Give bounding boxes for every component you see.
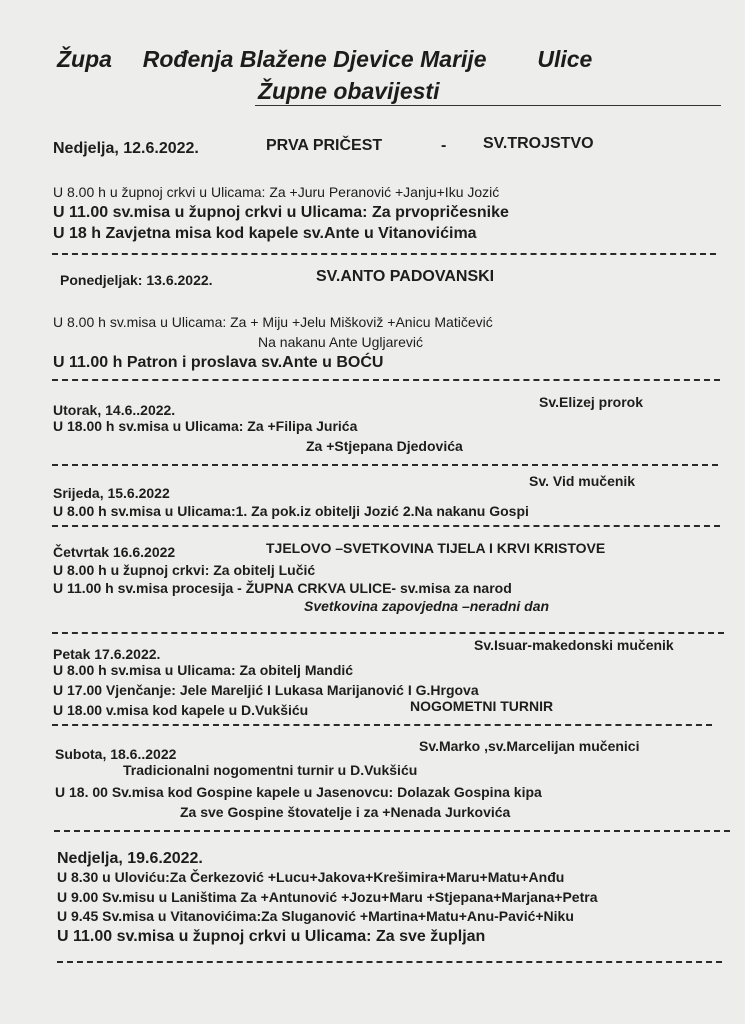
section-date: Nedjelja, 12.6.2022.: [53, 140, 199, 157]
section-date: Ponedjeljak: 13.6.2022.: [60, 272, 213, 288]
mass-line: U 18 h Zavjetna misa kod kapele sv.Ante u Vitanovićima: [53, 225, 477, 242]
mass-line: Na nakanu Ante Ugljarević: [258, 334, 423, 350]
section-divider: [54, 830, 730, 832]
section-feast: Sv. Vid mučenik: [529, 473, 636, 489]
mass-line: Tradicionalni nogomentni turnir u D.Vukšiću: [123, 762, 418, 778]
mass-line: U 11.00 h sv.misa procesija - ŽUPNA CRKVA ULICE- sv.misa za narod: [53, 580, 512, 596]
mass-line: U 11.00 sv.misa u župnoj crkvi u Ulicama: Za prvopričesnike: [53, 204, 509, 221]
section-feast-secondary: SV.TROJSTVO: [483, 135, 594, 152]
section-feast: TJELOVO –SVETKOVINA TIJELA I KRVI KRISTOVE: [266, 540, 606, 556]
section-date: Utorak, 14.6..2022.: [53, 402, 176, 418]
section-feast: SV.ANTO PADOVANSKI: [316, 268, 495, 285]
title-part-place: Ulice: [537, 46, 593, 72]
mass-line: U 8.00 h u župnoj crkvi: Za obitelj Lučić: [53, 562, 316, 578]
mass-line: U 8.00 h sv.misa u Ulicama: Za + Miju +Jelu Miškoviž +Anicu Matičević: [53, 314, 493, 330]
section-divider: [52, 253, 716, 255]
title-part-zupa: Župa: [57, 46, 112, 72]
section-feast: Sv.Isuar-makedonski mučenik: [474, 637, 674, 653]
section-divider: [52, 632, 724, 634]
mass-line: Svetkovina zapovjedna –neradni dan: [304, 598, 550, 614]
section-date: Nedjelja, 19.6.2022.: [57, 850, 203, 867]
mass-line: NOGOMETNI TURNIR: [410, 698, 554, 714]
section-date: Subota, 18.6..2022: [55, 746, 177, 762]
mass-line: U 8.00 h sv.misa u Ulicama: Za obitelj Mandić: [53, 662, 354, 678]
section-divider: [52, 379, 720, 381]
section-divider: [57, 961, 722, 963]
section-date: Četvrtak 16.6.2022: [53, 544, 176, 560]
mass-line: U 18.00 h sv.misa u Ulicama: Za +Filipa Jurića: [53, 418, 358, 434]
mass-line: U 9.00 Sv.misu u Laništima Za +Antunović +Jozu+Maru +Stjepana+Marjana+Petra: [57, 889, 598, 905]
section-date: Petak 17.6.2022.: [53, 646, 161, 662]
mass-line: U 18. 00 Sv.misa kod Gospine kapele u Jasenovcu: Dolazak Gospina kipa: [55, 784, 542, 800]
parish-title: [57, 46, 592, 73]
section-feast: Sv.Elizej prorok: [539, 394, 643, 410]
section-dash: -: [441, 137, 447, 154]
bulletin-subtitle: Župne obavijesti: [258, 78, 440, 104]
section-date: Srijeda, 15.6.2022: [53, 485, 170, 501]
mass-line: U 9.45 Sv.misa u Vitanovićima:Za Sluganović +Martina+Matu+Anu-Pavić+Niku: [57, 908, 574, 924]
mass-line: U 8.00 h sv.misa u Ulicama:1. Za pok.iz obitelji Jozić 2.Na nakanu Gospi: [53, 503, 529, 519]
title-part-parish-name: Rođenja Blažene Djevice Marije: [142, 46, 487, 72]
section-feast: PRVA PRIČEST: [266, 137, 383, 154]
mass-line: Za sve Gospine štovatelje i za +Nenada Jurkovića: [180, 804, 511, 820]
mass-line: U 18.00 v.misa kod kapele u D.Vukšiću: [53, 702, 309, 718]
section-feast: Sv.Marko ,sv.Marcelijan mučenici: [419, 738, 640, 754]
title-underline: [255, 105, 721, 106]
section-divider: [52, 525, 720, 527]
mass-line: U 11.00 h Patron i proslava sv.Ante u BOĆU: [53, 354, 384, 371]
mass-line: Za +Stjepana Djedovića: [306, 438, 463, 454]
section-divider: [52, 724, 712, 726]
mass-line: U 17.00 Vjenčanje: Jele Mareljić I Lukasa Marijanović I G.Hrgova: [53, 682, 479, 698]
mass-line: U 8.00 h u župnoj crkvi u Ulicama: Za +Juru Peranović +Janju+Iku Jozić: [53, 184, 500, 200]
mass-line: U 11.00 sv.misa u župnoj crkvi u Ulicama: Za sve župljan: [57, 928, 486, 945]
section-divider: [52, 464, 718, 466]
mass-line: U 8.30 u Uloviću:Za Čerkezović +Lucu+Jakova+Krešimira+Maru+Matu+Anđu: [57, 869, 565, 885]
